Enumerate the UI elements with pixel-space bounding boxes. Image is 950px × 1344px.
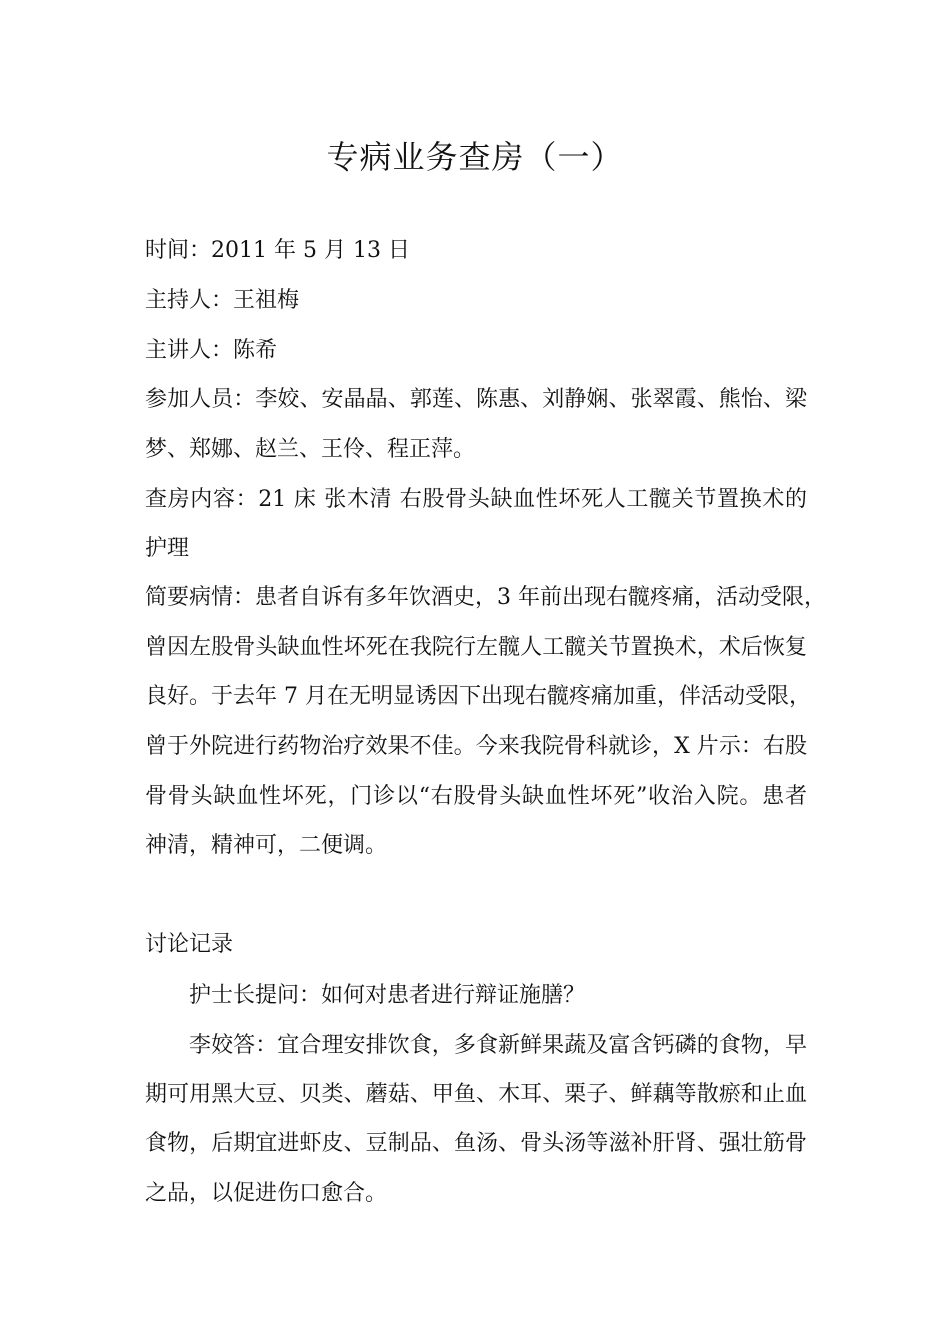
answer-line: 期可用黑大豆、贝类、蘑菇、甲鱼、木耳、栗子、鲜藕等散瘀和止血 bbox=[145, 1082, 807, 1107]
summary-line: 简要病情：患者自诉有多年饮酒史，3 年前出现右髋疼痛，活动受限， bbox=[145, 585, 826, 610]
answer-line: 李姣答：宜合理安排饮食，多食新鲜果蔬及富含钙磷的食物，早 bbox=[189, 1033, 807, 1058]
summary-line: 神清，精神可，二便调。 bbox=[145, 833, 388, 858]
discussion-heading: 讨论记录 bbox=[145, 932, 234, 957]
answer-line: 之品，以促进伤口愈合。 bbox=[145, 1181, 388, 1206]
meta-host: 主持人：王祖梅 bbox=[145, 288, 300, 313]
summary-line: 良好。于去年 7 月在无明显诱因下出现右髋疼痛加重，伴活动受限， bbox=[145, 684, 811, 709]
meta-participants-line-2: 梦、郑娜、赵兰、王伶、程正萍。 bbox=[145, 437, 476, 462]
answer-line: 食物，后期宜进虾皮、豆制品、鱼汤、骨头汤等滋补肝肾、强壮筋骨 bbox=[145, 1131, 807, 1156]
meta-content-line-1: 查房内容：21 床 张木清 右股骨头缺血性坏死人工髋关节置换术的 bbox=[145, 487, 807, 512]
meta-speaker: 主讲人：陈希 bbox=[145, 338, 278, 363]
meta-participants-line-1: 参加人员：李姣、安晶晶、郭莲、陈惠、刘静娴、张翠霞、熊怡、梁 bbox=[145, 387, 807, 412]
summary-line: 曾因左股骨头缺血性坏死在我院行左髋人工髋关节置换术，术后恢复 bbox=[145, 635, 807, 660]
summary-line: 曾于外院进行药物治疗效果不佳。今来我院骨科就诊，X 片示：右股 bbox=[145, 734, 807, 759]
page-title: 专病业务查房（一） bbox=[326, 138, 624, 176]
meta-content-line-2: 护理 bbox=[145, 536, 190, 561]
meta-time: 时间：2011 年 5 月 13 日 bbox=[145, 238, 410, 263]
summary-line: 骨骨头缺血性坏死，门诊以“右股骨头缺血性坏死”收治入院。患者 bbox=[145, 784, 807, 809]
discussion-question: 护士长提问：如何对患者进行辩证施膳？ bbox=[189, 983, 586, 1008]
